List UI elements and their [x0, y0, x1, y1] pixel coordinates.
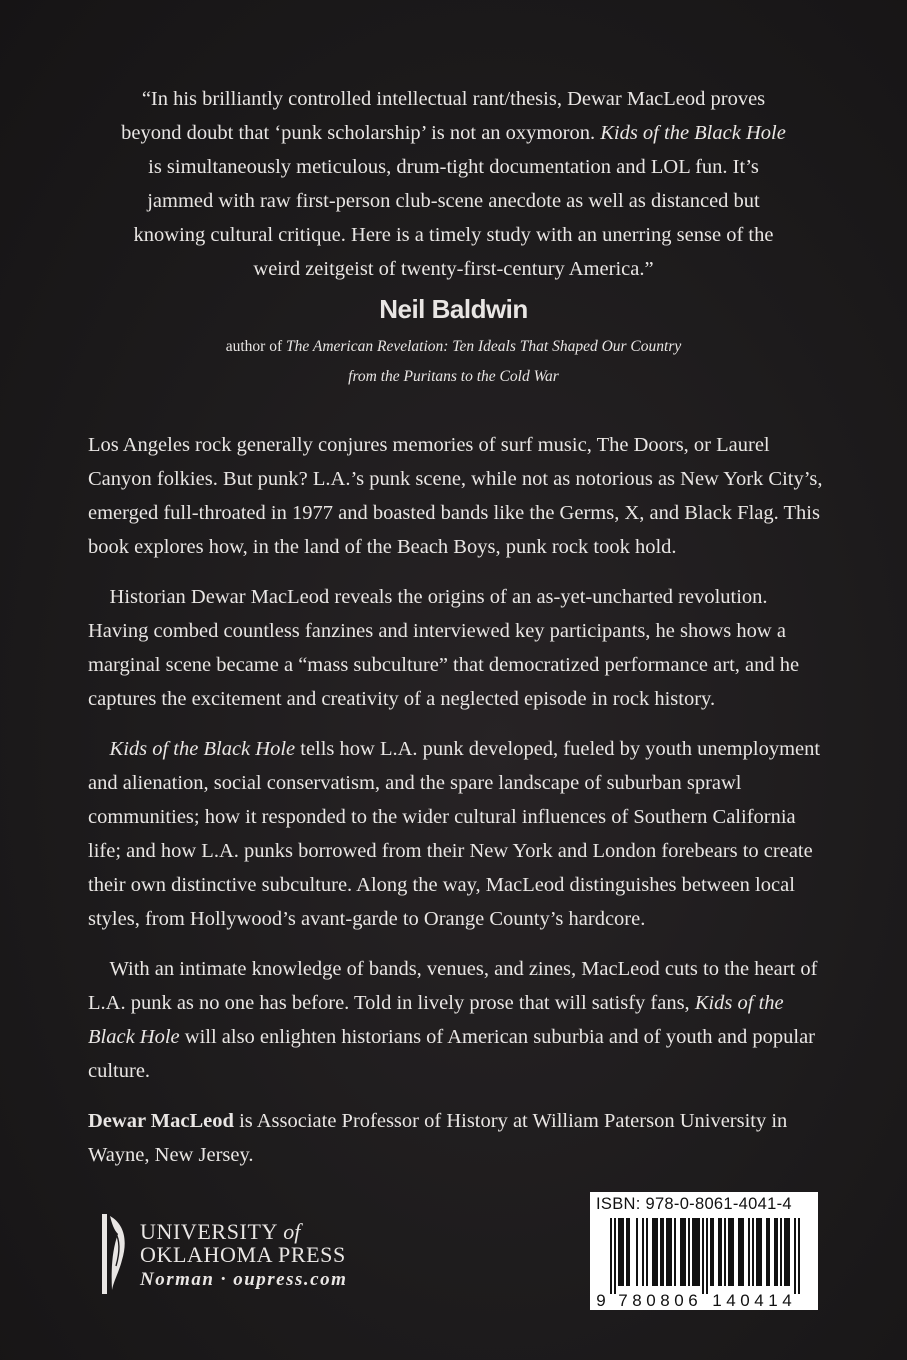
blurb-quote: “In his brilliantly controlled intellectual rant/thesis, Dewar MacLeod proves beyond doubt that ‘punk scholarship’ is not an oxymoron. Kids of the Black Hole is simultaneously meticulous, drum-tight documentation and LOL fun. It’s jammed with raw first-person club-scene anecdote as well as distanced but knowing cultural critique. Here is a timely study with an unerring sense of the weird zeitgeist of twenty-first-century America.” — [121, 88, 786, 280]
barcode-bar — [706, 1218, 708, 1294]
barcode-bar — [670, 1218, 672, 1286]
barcode-bar — [730, 1218, 732, 1286]
barcode-bar — [626, 1218, 628, 1286]
publisher-location: Norman · oupress.com — [140, 1269, 348, 1290]
barcode-bar — [668, 1218, 670, 1286]
description-paragraph-3: Kids of the Black Hole tells how L.A. punk developed, fueled by youth unemployment and alienation, social conservatism, and the spare landscape of suburban sprawl communities; how it responded to the wider cultural influences of Southern California life; and how L.A. punks borrowed from their New York and London forebears to create their own distinctive subculture. Along the way, MacLeod distinguishes between local styles, from Hollywood’s avant-garde to Orange County’s hardcore. — [88, 738, 821, 930]
barcode-bar — [646, 1218, 648, 1286]
barcode-digit: 1 — [712, 1291, 722, 1310]
barcode-bar — [768, 1218, 770, 1286]
barcode-bar — [618, 1218, 620, 1286]
barcode-bar — [662, 1218, 664, 1286]
barcode-digit: 7 — [618, 1291, 628, 1310]
barcode-digit: 4 — [782, 1291, 792, 1310]
barcode-bar — [720, 1218, 722, 1286]
barcode-digit: 4 — [754, 1291, 764, 1310]
barcode-bar — [636, 1218, 638, 1286]
barcode-digit: 8 — [660, 1291, 670, 1310]
barcode-bar — [758, 1218, 760, 1286]
barcode-bar — [692, 1218, 694, 1286]
barcode-bar — [798, 1218, 800, 1294]
barcode-bar — [794, 1218, 796, 1294]
barcode-bar — [780, 1218, 782, 1286]
barcode-bar — [766, 1218, 768, 1286]
barcode-bar — [680, 1218, 682, 1286]
barcode-bar — [710, 1218, 712, 1286]
barcode-bar — [774, 1218, 776, 1286]
barcode-digit: 0 — [674, 1291, 684, 1310]
isbn-label: ISBN: 978-0-8061-4041-4 — [596, 1195, 792, 1213]
barcode-bar — [786, 1218, 788, 1286]
blurb-author-credit: author of The American Revelation: Ten Ideals That Shaped Our Country from the Puritans to the Cold War — [225, 338, 682, 385]
barcode-bar — [682, 1218, 684, 1286]
barcode-bar — [740, 1218, 742, 1286]
barcode-digit: 4 — [726, 1291, 736, 1310]
barcode-bar — [698, 1218, 700, 1286]
quill-icon — [100, 1210, 134, 1298]
barcode-bar — [718, 1218, 720, 1286]
barcode-bar — [696, 1218, 698, 1286]
publisher-name: UNIVERSITY of OKLAHOMA PRESS Norman · oupress.com — [140, 1219, 348, 1290]
barcode-bar — [728, 1218, 730, 1286]
isbn-barcode — [590, 1192, 818, 1310]
barcode-bar — [712, 1218, 714, 1286]
barcode-bar — [724, 1218, 726, 1286]
barcode-digit: 8 — [632, 1291, 642, 1310]
description-paragraph-2: Historian Dewar MacLeod reveals the origins of an as-yet-uncharted revolution. Having combed countless fanzines and interviewed key participants, he shows how a marginal scene became a “mass subculture” that democratized performance art, and he captures the excitement and creativity of a neglected episode in rock history. — [88, 586, 800, 710]
book-description — [88, 428, 824, 1188]
barcode-bar — [628, 1218, 630, 1286]
barcode-bar — [732, 1218, 734, 1286]
barcode-bar — [702, 1218, 704, 1294]
barcode-digit: 9 — [596, 1291, 606, 1310]
barcode-bar — [756, 1218, 758, 1286]
barcode-bar — [742, 1218, 744, 1286]
description-paragraph-1: Los Angeles rock generally conjures memories of surf music, The Doors, or Laurel Canyon folkies. But punk? L.A.’s punk scene, while not as notorious as New York City’s, emerged full-throated in 1977 and boasted bands like the Germs, X, and Black Flag. This book explores how, in the land of the Beach Boys, punk rock took hold. — [88, 434, 823, 558]
description-paragraph-4: With an intimate knowledge of bands, venues, and zines, MacLeod cuts to the heart of L.A. punk as no one has before. Told in lively prose that will satisfy fans, Kids of the Black Hole will also enlighten historians of American suburbia and of youth and popular culture. — [88, 958, 818, 1082]
barcode-digit: 6 — [688, 1291, 698, 1310]
barcode-bar — [674, 1218, 676, 1286]
barcode-bar — [688, 1218, 690, 1286]
barcode-bar — [666, 1218, 668, 1286]
barcode-digit: 0 — [646, 1291, 656, 1310]
barcode-bar — [788, 1218, 790, 1286]
blurb-book-title: Kids of the Black Hole — [600, 122, 786, 144]
barcode-digit: 1 — [768, 1291, 778, 1310]
barcode-bar — [656, 1218, 658, 1286]
barcode-bar — [614, 1218, 616, 1294]
barcode-bar — [752, 1218, 754, 1286]
barcode-bar — [748, 1218, 750, 1286]
barcode-bar — [684, 1218, 686, 1286]
author-bio: Dewar MacLeod is Associate Professor of History at William Paterson University in Wayne, New Jersey. — [88, 1110, 788, 1166]
barcode-bar — [642, 1218, 644, 1286]
barcode-bar — [654, 1218, 656, 1286]
barcode-bar — [760, 1218, 762, 1286]
blurb — [120, 82, 787, 392]
barcode-bar — [694, 1218, 696, 1286]
blurb-author-name: Neil Baldwin — [379, 294, 528, 324]
barcode-bar — [622, 1218, 624, 1286]
barcode-digit: 0 — [740, 1291, 750, 1310]
barcode-graphic — [590, 1216, 818, 1310]
barcode-bar — [620, 1218, 622, 1286]
barcode-bar — [660, 1218, 662, 1286]
barcode-bar — [738, 1218, 740, 1286]
publisher-logo — [100, 1210, 400, 1300]
barcode-bar — [776, 1218, 778, 1286]
barcode-bar — [784, 1218, 786, 1286]
barcode-bar — [652, 1218, 654, 1286]
barcode-bar — [610, 1218, 612, 1294]
